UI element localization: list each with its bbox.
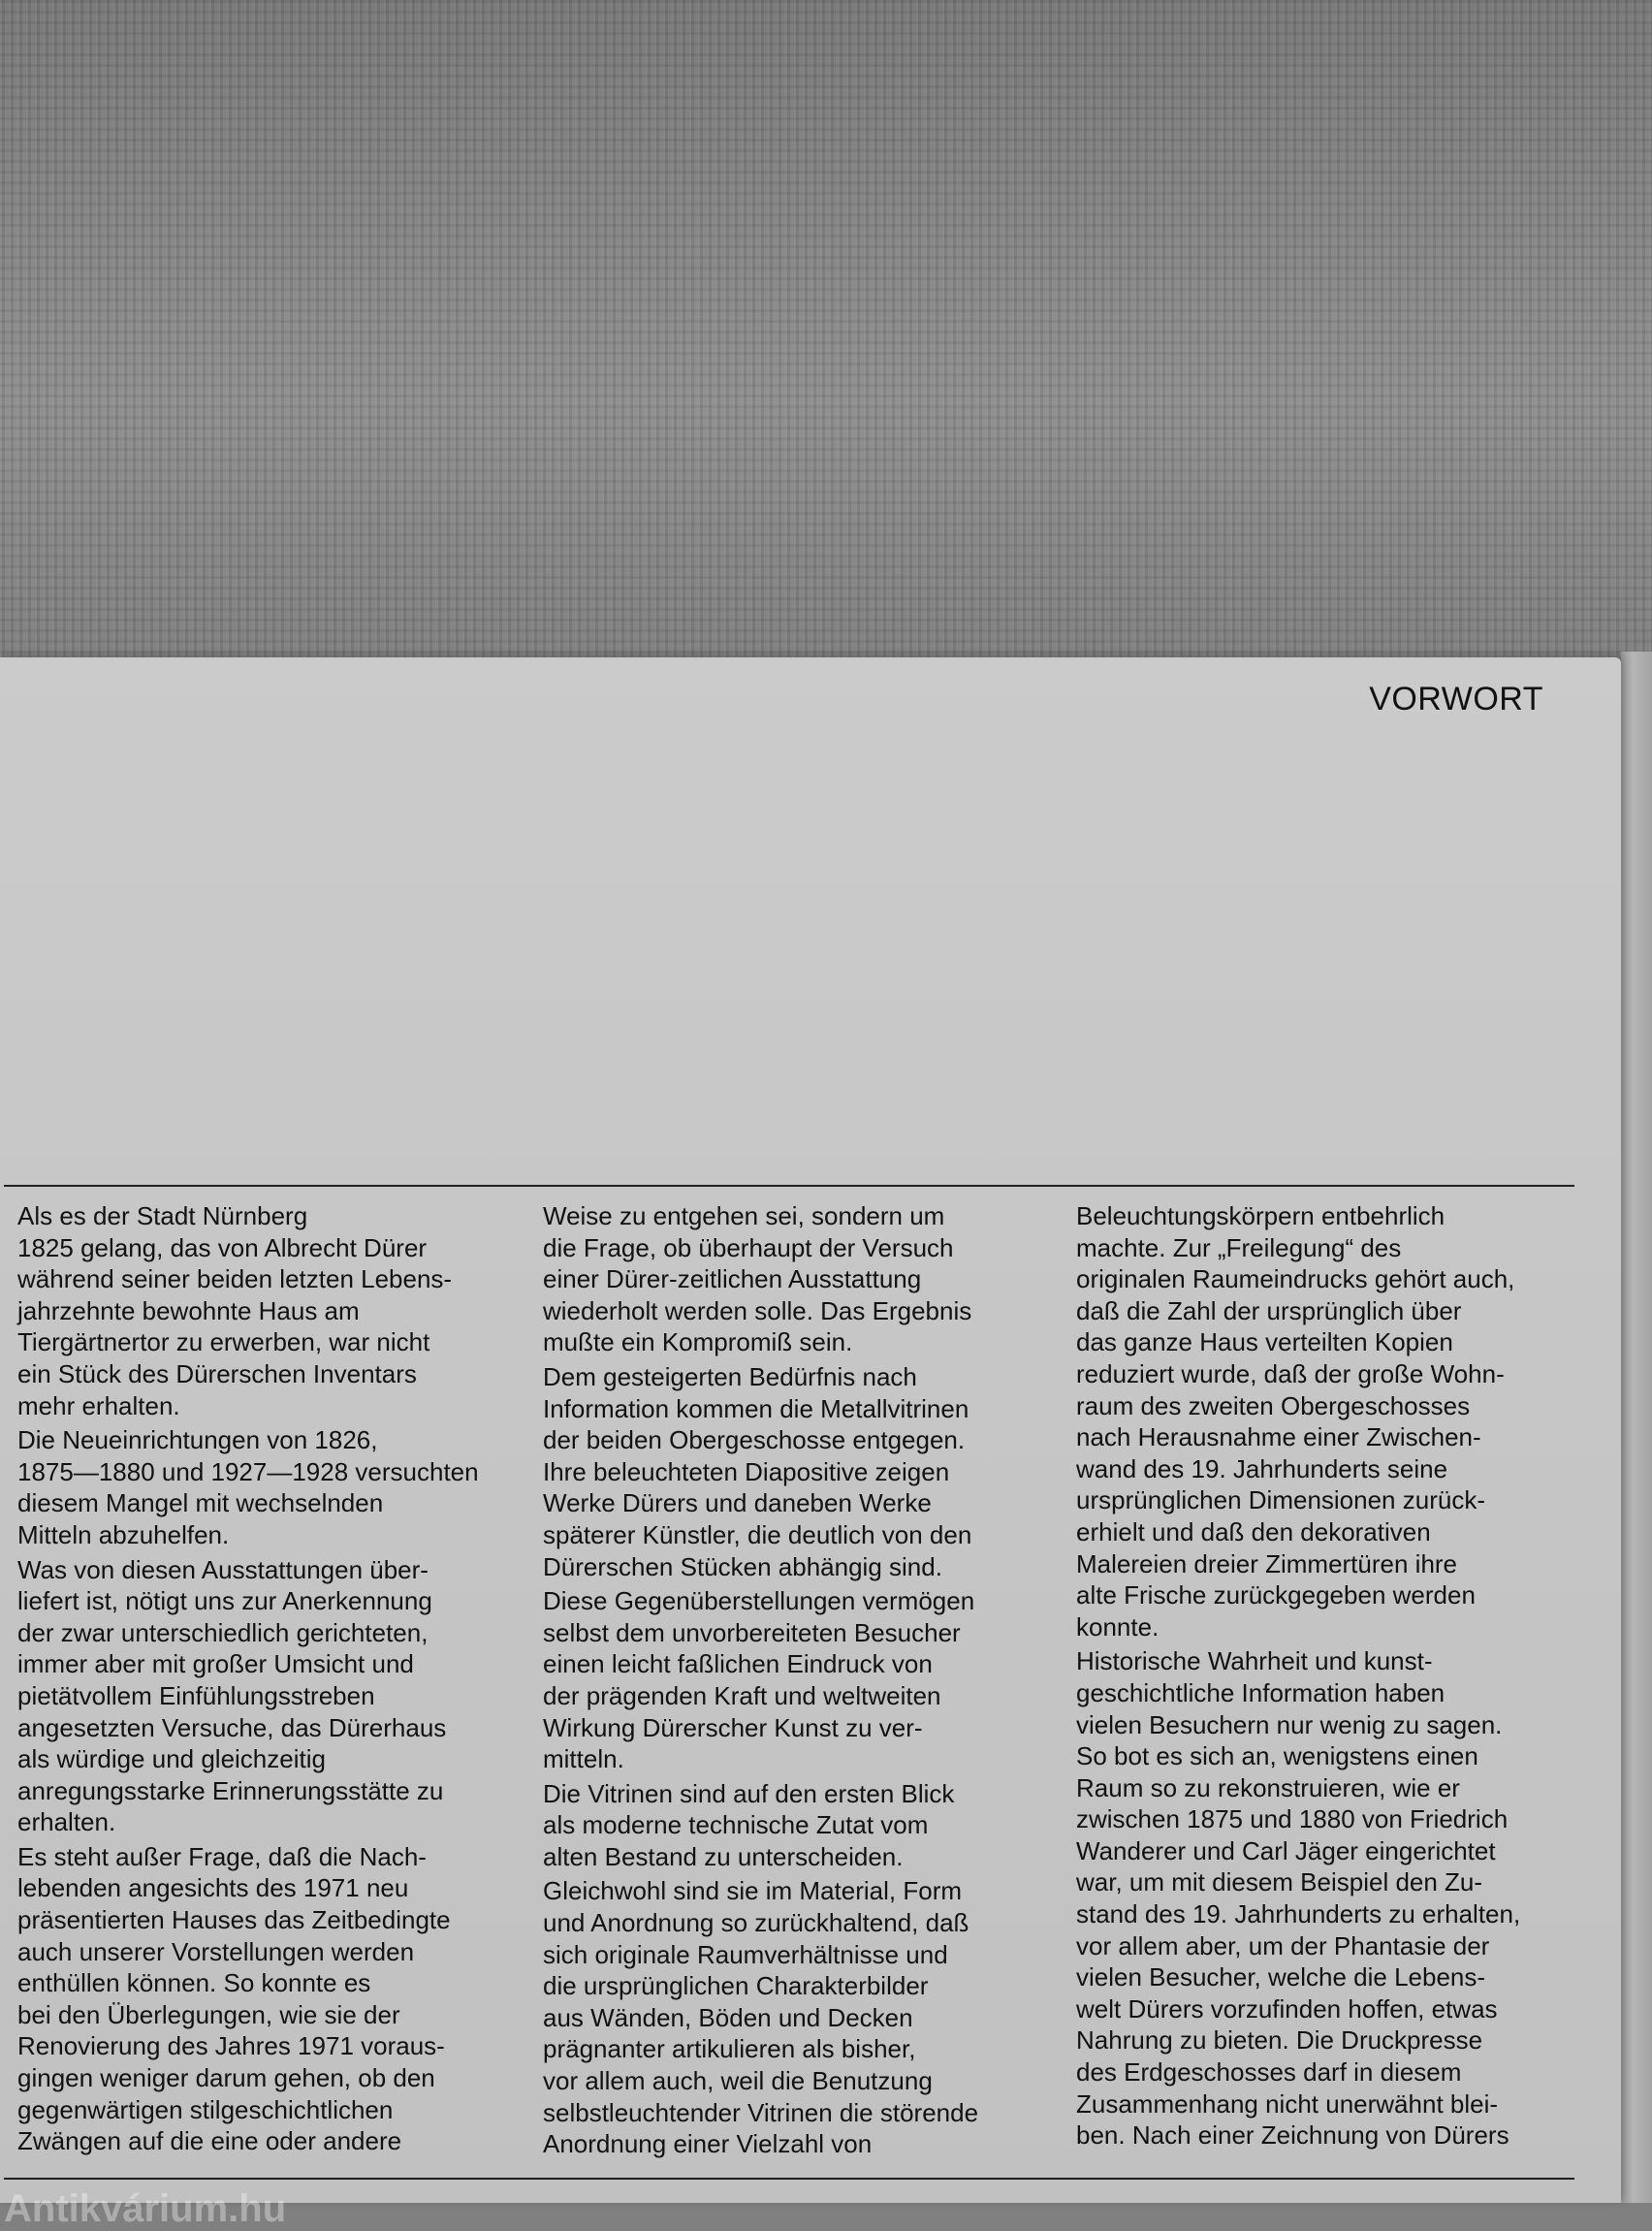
watermark-text: Antikvárium.hu [4,2187,287,2230]
text-line: während seiner beiden letzten Lebens- [17,1264,453,1294]
text-line: Wanderer und Carl Jäger eingerichtet [1076,1835,1496,1865]
paragraph [17,1200,526,1421]
text-line: erhalten. [17,1807,116,1837]
text-line: der zwar unterschiedlich gerichteten, [17,1617,429,1647]
page-title: VORWORT [1369,681,1543,717]
text-column-2 [543,1200,1052,2163]
adjacent-page-edge [1621,652,1652,2203]
text-line: die ursprünglichen Charakterbilder [543,1971,929,2001]
text-line: Nahrung zu bieten. Die Druckpresse [1076,2025,1483,2056]
text-line: Die Neueinrichtungen von 1826, [17,1425,378,1455]
text-line: einer Dürer-zeitlichen Ausstattung [543,1264,922,1294]
text-line: späterer Künstler, die deutlich von den [543,1519,972,1549]
text-line: bei den Überlegungen, wie sie der [17,1999,400,2029]
text-line: das ganze Haus verteilten Kopien [1076,1327,1453,1357]
text-line: lebenden angesichts des 1971 neu [17,1873,409,1903]
text-line: Mitteln abzuhelfen. [17,1519,230,1549]
text-line: Werke Dürers und daneben Werke [543,1488,932,1518]
text-line: alte Frische zurückgegeben werden [1076,1580,1476,1610]
text-line: als moderne technische Zutat vom [543,1810,929,1840]
text-line: So bot es sich an, wenigstens einen [1076,1741,1478,1771]
text-line: Renovierung des Jahres 1971 voraus- [17,2031,445,2061]
text-column-1 [17,1200,526,2160]
text-line: vor allem aber, um der Phantasie der [1076,1930,1490,1960]
text-line: Historische Wahrheit und kunst- [1076,1646,1433,1676]
text-line: Anordnung einer Vielzahl von [543,2129,873,2159]
text-line: Gleichwohl sind sie im Material, Form [543,1876,963,1906]
text-line: geschichtliche Information haben [1076,1677,1446,1707]
paragraph [543,1875,1052,2159]
text-line: zwischen 1875 und 1880 von Friedrich [1076,1804,1509,1834]
text-line: ben. Nach einer Zeichnung von Dürers [1076,2120,1509,2151]
text-line: der beiden Obergeschosse entgegen. [543,1425,966,1455]
text-line: Was von diesen Ausstattungen über- [17,1554,429,1584]
text-line: Dürerschen Stücken abhängig sind. [543,1551,942,1581]
paragraph [17,1424,526,1550]
paragraph [543,1200,1052,1358]
text-line: konnte. [1076,1611,1160,1641]
paragraph [17,1554,526,1838]
text-line: Wirkung Dürerscher Kunst zu ver- [543,1712,923,1742]
text-line: selbstleuchtender Vitrinen die störende [543,2097,979,2127]
text-line: war, um mit diesem Beispiel den Zu- [1076,1867,1483,1897]
text-line: nach Herausnahme einer Zwischen- [1076,1422,1481,1452]
text-line: mitteln. [543,1744,624,1774]
text-line: welt Dürers vorzufinden hoffen, etwas [1076,1993,1498,2024]
text-line: stand des 19. Jahrhunderts zu erhalten, [1076,1899,1521,1929]
text-line: aus Wänden, Böden und Decken [543,2002,913,2032]
text-line: gegenwärtigen stilgeschichtlichen [17,2094,394,2124]
text-line: immer aber mit großer Umsicht und [17,1649,414,1679]
text-line: Malereien dreier Zimmertüren ihre [1076,1548,1458,1578]
text-line: des Erdgeschosses darf in diesem [1076,2057,1462,2088]
text-line: gingen weniger darum gehen, ob den [17,2063,435,2093]
paragraph [1076,1645,1585,2151]
paragraph [17,1841,526,2157]
text-line: Als es der Stadt Nürnberg [17,1201,308,1230]
text-line: liefert ist, nötigt uns zur Anerkennung [17,1586,432,1616]
text-line: vielen Besucher, welche die Lebens- [1076,1962,1486,1992]
text-line: vor allem auch, weil die Benutzung [543,2066,933,2096]
text-line: originalen Raumeindrucks gehört auch, [1076,1264,1515,1294]
text-line: wiederholt werden solle. Das Ergebnis [543,1295,972,1325]
text-line: alten Bestand zu unterscheiden. [543,1841,904,1871]
background-surface [0,0,1652,669]
paragraph [543,1778,1052,1873]
paragraph [1076,1200,1585,1642]
text-line: Die Vitrinen sind auf den ersten Blick [543,1778,955,1808]
text-line: auch unserer Vorstellungen werden [17,1936,415,1966]
text-line: diesem Mangel mit wechselnden [17,1488,384,1518]
text-line: ein Stück des Dürerschen Inventars [17,1358,417,1388]
text-line: enthüllen können. So konnte es [17,1968,371,1998]
text-line: wand des 19. Jahrhunderts seine [1076,1453,1448,1483]
paragraph [543,1361,1052,1582]
text-line: Zwängen auf die eine oder andere [17,2126,402,2156]
text-line: 1825 gelang, das von Albrecht Dürer [17,1232,428,1262]
book-page [0,657,1621,2230]
text-line: prägnanter artikulieren als bisher, [543,2034,916,2064]
text-line: selbst dem unvorbereiteten Besucher [543,1617,961,1647]
text-line: die Frage, ob überhaupt der Versuch [543,1232,954,1262]
text-line: Es steht außer Frage, daß die Nach- [17,1841,427,1871]
text-line: mußte ein Kompromiß sein. [543,1327,853,1357]
text-line: machte. Zur „Freilegung“ des [1076,1232,1402,1262]
text-line: pietätvollem Einfühlungsstreben [17,1680,375,1710]
text-line: Dem gesteigerten Bedürfnis nach [543,1361,917,1391]
text-line: ursprünglichen Dimensionen zurück- [1076,1485,1485,1515]
text-line: Zusammenhang nicht unerwähnt blei- [1076,2088,1499,2119]
text-line: Weise zu entgehen sei, sondern um [543,1201,945,1230]
text-column-3 [1076,1200,1585,2154]
text-line: daß die Zahl der ursprünglich über [1076,1295,1462,1325]
text-line: Beleuchtungskörpern entbehrlich [1076,1201,1446,1230]
text-line: einen leicht faßlichen Eindruck von [543,1649,933,1679]
text-line: Diese Gegenüberstellungen vermögen [543,1586,975,1616]
top-rule [4,1185,1574,1187]
paragraph [543,1585,1052,1775]
text-line: anregungsstarke Erinnerungsstätte zu [17,1775,444,1805]
text-line: jahrzehnte bewohnte Haus am [17,1295,360,1325]
text-line: Information kommen die Metallvitrinen [543,1393,969,1423]
text-line: mehr erhalten. [17,1390,180,1420]
text-line: und Anordnung so zurückhaltend, daß [543,1908,969,1938]
text-line: Ihre beleuchteten Diapositive zeigen [543,1456,950,1486]
text-line: sich originale Raumverhältnisse und [543,1939,948,1969]
text-line: vielen Besuchern nur wenig zu sagen. [1076,1709,1503,1739]
text-line: 1875—1880 und 1927—1928 versuchten [17,1456,479,1486]
text-line: reduziert wurde, daß der große Wohn- [1076,1358,1505,1388]
text-line: Raum so zu rekonstruieren, wie er [1076,1772,1460,1802]
text-line: erhielt und daß den dekorativen [1076,1516,1431,1546]
text-line: der prägenden Kraft und weltweiten [543,1680,941,1710]
text-line: raum des zweiten Obergeschosses [1076,1390,1471,1420]
text-line: angesetzten Versuche, das Dürerhaus [17,1712,447,1742]
text-line: als würdige und gleichzeitig [17,1744,326,1774]
bottom-rule [4,2178,1574,2180]
text-line: präsentierten Hauses das Zeitbedingte [17,1905,451,1935]
text-line: Tiergärtnertor zu erwerben, war nicht [17,1327,430,1357]
